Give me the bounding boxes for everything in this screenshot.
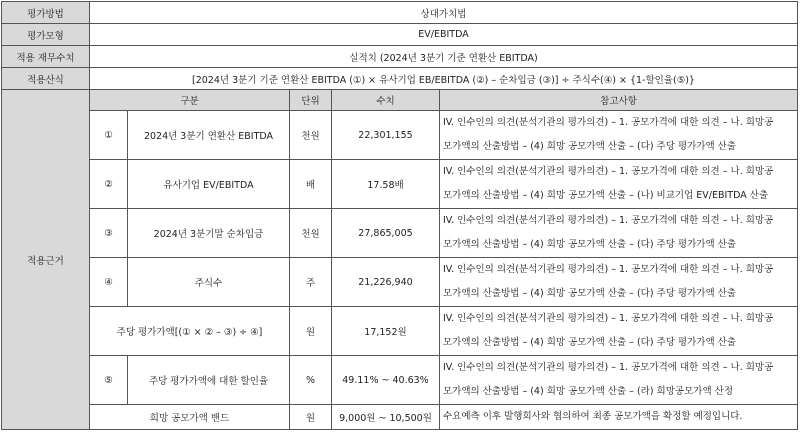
valuation-table <box>1 1 798 430</box>
row-item: 2024년 3분기 연환산 EBITDA <box>128 111 290 160</box>
ref-line-2: 모가액의 산출방법 – (4) 희망 공모가액 산출 – (다) 주당 평가가액 산출 <box>443 239 737 250</box>
header-row <box>2 90 798 111</box>
label-method: 평가방법 <box>2 2 90 24</box>
discount-value: 49.11% ~ 40.63% <box>332 356 440 405</box>
row-financials <box>2 46 798 68</box>
row-value: 27,865,005 <box>332 209 440 258</box>
row-ref <box>440 209 798 258</box>
header-ref: 참고사항 <box>440 90 798 111</box>
per-share-ref <box>440 307 798 356</box>
row-item: 2024년 3분기말 순차입금 <box>128 209 290 258</box>
row-ref <box>440 160 798 209</box>
row-method <box>2 2 798 24</box>
label-financials: 적용 재무수치 <box>2 46 90 68</box>
row-number: ④ <box>90 258 128 307</box>
ref-line-1: IV. 인수인의 의견(분석기관의 평가의견) – 1. 공모가격에 대한 의견 – 나. 희망공 <box>443 313 774 324</box>
row-number: ③ <box>90 209 128 258</box>
value-formula: [2024년 3분기 기준 연환산 EBITDA (①) × 유사기업 EB/EBITDA (②) – 순차입금 (③)] ÷ 주식수(④) × {1-할인율(⑤)} <box>90 68 798 90</box>
row-model <box>2 24 798 46</box>
header-value: 수치 <box>332 90 440 111</box>
table-row <box>2 258 798 307</box>
table-row <box>2 209 798 258</box>
band-value: 9,000원 ~ 10,500원 <box>332 405 440 430</box>
row-number: ② <box>90 160 128 209</box>
discount-ref <box>440 356 798 405</box>
ref-line-1: IV. 인수인의 의견(분석기관의 평가의견) – 1. 공모가격에 대한 의견 – 나. 희망공 <box>443 264 774 275</box>
row-number: ① <box>90 111 128 160</box>
row-ref <box>440 111 798 160</box>
row-value: 21,226,940 <box>332 258 440 307</box>
per-share-row <box>2 307 798 356</box>
band-ref <box>440 405 798 430</box>
row-item: 유사기업 EV/EBITDA <box>128 160 290 209</box>
row-value: 22,301,155 <box>332 111 440 160</box>
ref-line-1: IV. 인수인의 의견(분석기관의 평가의견) – 1. 공모가격에 대한 의견 – 나. 희망공 <box>443 362 774 373</box>
per-share-item: 주당 평가가액[(① × ② – ③) ÷ ④] <box>90 307 290 356</box>
table-row <box>2 160 798 209</box>
discount-unit: % <box>290 356 332 405</box>
row-formula <box>2 68 798 90</box>
row-unit: 천원 <box>290 111 332 160</box>
ref-line-2: 모가액의 산출방법 – (4) 희망 공모가액 산출 – (라) 희망공모가액 산정 <box>443 386 733 397</box>
band-item: 희망 공모가액 밴드 <box>90 405 290 430</box>
ref-line-1: IV. 인수인의 의견(분석기관의 평가의견) – 1. 공모가격에 대한 의견 – 나. 희망공 <box>443 117 774 128</box>
discount-row <box>2 356 798 405</box>
discount-number: ⑤ <box>90 356 128 405</box>
per-share-unit: 원 <box>290 307 332 356</box>
ref-line-2: 모가액의 산출방법 – (4) 희망 공모가액 산출 – (다) 주당 평가가액 산출 <box>443 288 737 299</box>
discount-item: 주당 평가가액에 대한 할인율 <box>128 356 290 405</box>
row-item: 주식수 <box>128 258 290 307</box>
ref-line-1: 수요예측 이후 발행회사와 협의하여 최종 공모가액을 확정할 예정입니다. <box>443 411 743 422</box>
value-method: 상대가치법 <box>90 2 798 24</box>
label-formula: 적용산식 <box>2 68 90 90</box>
label-model: 평가모형 <box>2 24 90 46</box>
ref-line-2: 모가액의 산출방법 – (4) 희망 공모가액 산출 – (다) 주당 평가가액 산출 <box>443 337 737 348</box>
band-unit: 원 <box>290 405 332 430</box>
header-item: 구분 <box>90 90 290 111</box>
table-row <box>2 111 798 160</box>
row-value: 17.58배 <box>332 160 440 209</box>
ref-line-2: 모가액의 산출방법 – (4) 희망 공모가액 산출 – (나) 비교기업 EV/EBITDA 산출 <box>443 190 769 201</box>
per-share-value: 17,152원 <box>332 307 440 356</box>
row-ref <box>440 258 798 307</box>
band-row <box>2 405 798 430</box>
header-unit: 단위 <box>290 90 332 111</box>
row-unit: 배 <box>290 160 332 209</box>
label-basis: 적용근거 <box>2 90 90 430</box>
ref-line-1: IV. 인수인의 의견(분석기관의 평가의견) – 1. 공모가격에 대한 의견 – 나. 희망공 <box>443 166 774 177</box>
ref-line-1: IV. 인수인의 의견(분석기관의 평가의견) – 1. 공모가격에 대한 의견 – 나. 희망공 <box>443 215 774 226</box>
row-unit: 주 <box>290 258 332 307</box>
value-model: EV/EBITDA <box>90 24 798 46</box>
ref-line-2: 모가액의 산출방법 – (4) 희망 공모가액 산출 – (다) 주당 평가가액 산출 <box>443 141 737 152</box>
row-unit: 천원 <box>290 209 332 258</box>
value-financials: 실적치 (2024년 3분기 기준 연환산 EBITDA) <box>90 46 798 68</box>
